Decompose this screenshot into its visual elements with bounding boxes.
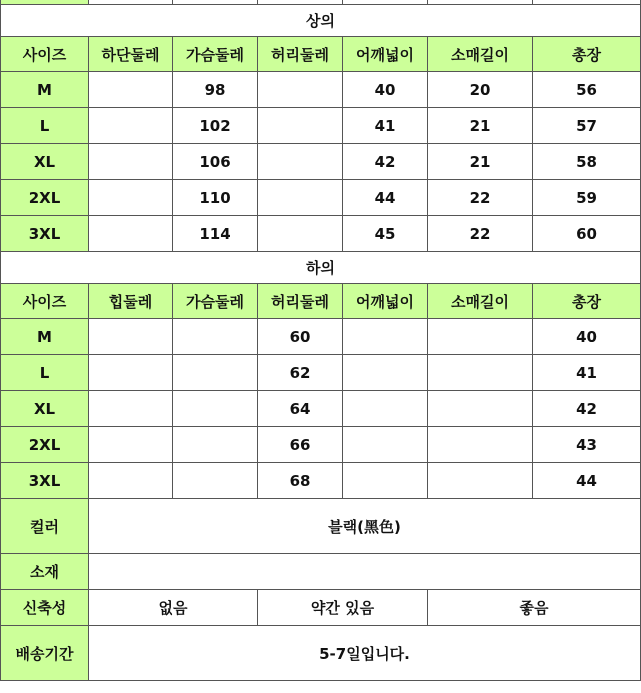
table-cell: 66 [258, 427, 343, 463]
table-cell [428, 427, 533, 463]
table-cell: 40 [533, 319, 641, 355]
table-cell: 43 [533, 427, 641, 463]
column-header: 소매길이 [428, 284, 533, 319]
size-label: M [1, 72, 89, 108]
table-cell: 102 [173, 108, 258, 144]
table-cell: 110 [173, 180, 258, 216]
size-label: L [1, 108, 89, 144]
column-header: 사이즈 [1, 37, 89, 72]
material-value [89, 554, 641, 590]
stretch-option-good: 좋음 [428, 590, 641, 626]
shipping-value: 5-7일입니다. [89, 626, 641, 681]
table-cell [89, 427, 173, 463]
shipping-label: 배송기간 [1, 626, 89, 681]
table-cell [173, 355, 258, 391]
table-cell [173, 427, 258, 463]
material-row [1, 554, 641, 590]
table-cell [173, 463, 258, 499]
column-header: 사이즈 [1, 284, 89, 319]
table-cell: 41 [533, 355, 641, 391]
size-label: XL [1, 144, 89, 180]
size-label: 2XL [1, 180, 89, 216]
size-label: XL [1, 391, 89, 427]
section-title-row [1, 5, 641, 37]
table-cell: 42 [343, 144, 428, 180]
table-cell: 62 [258, 355, 343, 391]
table-row [1, 108, 641, 144]
table-cell: 41 [343, 108, 428, 144]
stretch-option-slight: 약간 있음 [258, 590, 428, 626]
table-cell [258, 144, 343, 180]
bottom-header-row [1, 284, 641, 319]
table-row [1, 180, 641, 216]
stretch-label: 신축성 [1, 590, 89, 626]
table-cell: 98 [173, 72, 258, 108]
table-cell [343, 355, 428, 391]
table-cell: 57 [533, 108, 641, 144]
table-cell: 44 [533, 463, 641, 499]
table-cell: 45 [343, 216, 428, 252]
table-row [1, 216, 641, 252]
table-cell [89, 72, 173, 108]
size-label: L [1, 355, 89, 391]
table-cell: 56 [533, 72, 641, 108]
size-label: 3XL [1, 216, 89, 252]
table-cell: 20 [428, 72, 533, 108]
size-label: M [1, 319, 89, 355]
column-header: 어깨넓이 [343, 37, 428, 72]
table-cell [89, 355, 173, 391]
top-header-row [1, 37, 641, 72]
table-cell: 60 [533, 216, 641, 252]
table-cell: 44 [343, 180, 428, 216]
column-header: 어깨넓이 [343, 284, 428, 319]
table-cell [258, 216, 343, 252]
column-header: 허리둘레 [258, 284, 343, 319]
table-cell: 60 [258, 319, 343, 355]
table-cell [258, 180, 343, 216]
column-header: 하단둘레 [89, 37, 173, 72]
table-cell [89, 391, 173, 427]
bottom-section-title: 하의 [1, 252, 641, 284]
table-cell [173, 391, 258, 427]
size-label: 2XL [1, 427, 89, 463]
column-header: 허리둘레 [258, 37, 343, 72]
shipping-row [1, 626, 641, 681]
table-cell [89, 108, 173, 144]
color-label: 컬러 [1, 499, 89, 554]
table-row [1, 319, 641, 355]
section-title-row [1, 252, 641, 284]
column-header: 가슴둘레 [173, 284, 258, 319]
table-cell [343, 319, 428, 355]
column-header: 총장 [533, 284, 641, 319]
table-cell [89, 319, 173, 355]
column-header: 총장 [533, 37, 641, 72]
table-cell: 22 [428, 216, 533, 252]
table-cell [258, 108, 343, 144]
column-header: 소매길이 [428, 37, 533, 72]
table-cell: 40 [343, 72, 428, 108]
table-cell: 114 [173, 216, 258, 252]
table-row [1, 427, 641, 463]
table-cell [173, 319, 258, 355]
table-cell [343, 427, 428, 463]
color-value: 블랙(黑色) [89, 499, 641, 554]
table-cell [258, 72, 343, 108]
table-cell [428, 463, 533, 499]
table-cell [428, 391, 533, 427]
table-cell [343, 391, 428, 427]
table-cell [428, 355, 533, 391]
table-cell: 59 [533, 180, 641, 216]
table-cell [428, 319, 533, 355]
stretch-row [1, 590, 641, 626]
table-row [1, 144, 641, 180]
table-row [1, 72, 641, 108]
material-label: 소재 [1, 554, 89, 590]
table-cell: 21 [428, 144, 533, 180]
table-cell: 106 [173, 144, 258, 180]
table-row [1, 463, 641, 499]
table-cell: 42 [533, 391, 641, 427]
stretch-option-none: 없음 [89, 590, 258, 626]
table-cell: 22 [428, 180, 533, 216]
table-cell [89, 463, 173, 499]
table-row [1, 355, 641, 391]
table-cell: 64 [258, 391, 343, 427]
table-cell [89, 180, 173, 216]
color-row [1, 499, 641, 554]
table-cell: 58 [533, 144, 641, 180]
column-header: 힙둘레 [89, 284, 173, 319]
table-cell: 21 [428, 108, 533, 144]
table-cell: 68 [258, 463, 343, 499]
table-cell [89, 216, 173, 252]
table-cell [89, 144, 173, 180]
size-label: 3XL [1, 463, 89, 499]
column-header: 가슴둘레 [173, 37, 258, 72]
top-section-title: 상의 [1, 5, 641, 37]
table-row [1, 391, 641, 427]
table-cell [343, 463, 428, 499]
